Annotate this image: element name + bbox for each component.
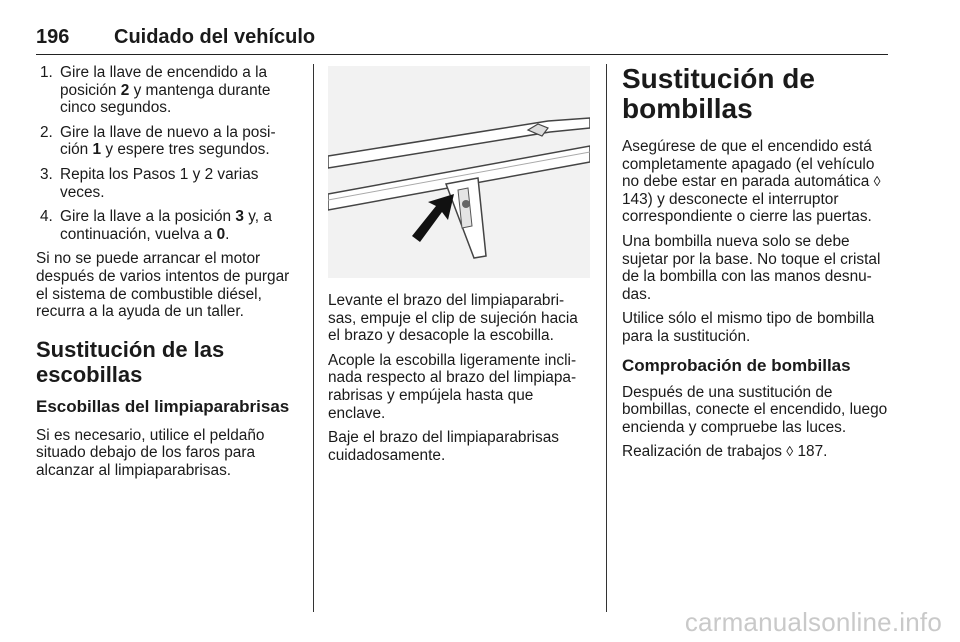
subsection-heading: Escobillas del limpiaparabrisas [36, 396, 290, 416]
paragraph-text: 143) y desconecte el interruptor correspondiente o cierre las puertas. [622, 190, 872, 226]
subsection-heading: Comprobación de bombillas [622, 355, 851, 375]
heading-line: bombillas [622, 93, 753, 124]
paragraph: Acople la escobilla ligeramente incli‐nada respecto al brazo del limpiapa‐rabrisas y empújela hasta que enclave. [328, 351, 577, 422]
heading-line: Sustitución de [622, 63, 815, 94]
page-reference-icon: ◊ [786, 443, 794, 460]
step-text: y, a continuación, vuelva a [60, 208, 272, 243]
step-text: y mantenga durante cinco segundos. [60, 81, 271, 117]
step-text: Gire la llave de encendido a la posición [60, 64, 268, 99]
list-item [36, 166, 302, 201]
watermark: carmanualsonline.info [684, 607, 942, 637]
list-item [36, 64, 302, 117]
page-number: 196 [36, 26, 70, 48]
step-number: 1. [40, 64, 53, 81]
column-divider [606, 64, 607, 612]
step-value: 2 [120, 81, 130, 99]
running-title: Cuidado del vehículo [114, 26, 316, 48]
step-text: . [225, 225, 230, 243]
paragraph: Baje el brazo del limpiaparabrisas cuidadosamente. [328, 429, 559, 464]
paragraph: Utilice sólo el mismo tipo de bombilla para la sustitución. [622, 310, 875, 345]
paragraph: Levante el brazo del limpiaparabri‐sas, empuje el clip de sujeción hacia el brazo y desacople la escobilla. [328, 292, 578, 345]
step-text: Repita los Pasos 1 y 2 varias veces. [60, 165, 259, 201]
steps-list [36, 64, 302, 243]
step-value: 0 [216, 225, 226, 243]
section-heading [622, 64, 890, 124]
step-number: 2. [40, 123, 53, 141]
paragraph-text: Realización de trabajos [622, 443, 787, 461]
paragraph: Después de una sustitución de bombillas, conecte el encendido, luego encienda y compruebe las luces. [622, 383, 888, 436]
step-number: 4. [40, 208, 53, 226]
paragraph: Si es necesario, utilice el peldaño situado debajo de los faros para alcanzar al limpiaparabrisas. [36, 426, 265, 479]
step-value: 3 [235, 208, 244, 226]
paragraph: Una bombilla nueva solo se debe sujetar por la base. No toque el cristal de la bombilla con las manos desnu‐das. [622, 232, 881, 303]
paragraph [622, 443, 890, 461]
step-text: y espere tres segundos. [101, 141, 270, 159]
column-left [36, 64, 302, 487]
step-value: 1 [92, 141, 102, 159]
step-text: Gire la llave de nuevo a la posi‐ción [60, 123, 276, 159]
paragraph [622, 138, 890, 226]
column-divider [313, 64, 314, 612]
step-number: 3. [40, 165, 53, 183]
page-reference-icon: ◊ [873, 173, 881, 190]
page-header [36, 24, 888, 55]
list-item [36, 208, 302, 243]
paragraph: Si no se puede arrancar el motor después de varios intentos de purgar el sistema de combustible diésel, recurra a la ayuda de un taller. [36, 250, 290, 321]
paragraph-text: 187. [793, 443, 828, 461]
section-heading: Sustitución de las escobillas [36, 336, 225, 387]
list-item [36, 124, 302, 159]
column-right [622, 64, 890, 468]
step-text: Gire la llave a la posición [60, 208, 236, 226]
column-middle [328, 66, 590, 471]
wiper-arm-illustration [328, 66, 590, 278]
paragraph-text: Asegúrese de que el encendido está completamente apagado (el vehículo no debe estar en parada automática [622, 138, 875, 191]
